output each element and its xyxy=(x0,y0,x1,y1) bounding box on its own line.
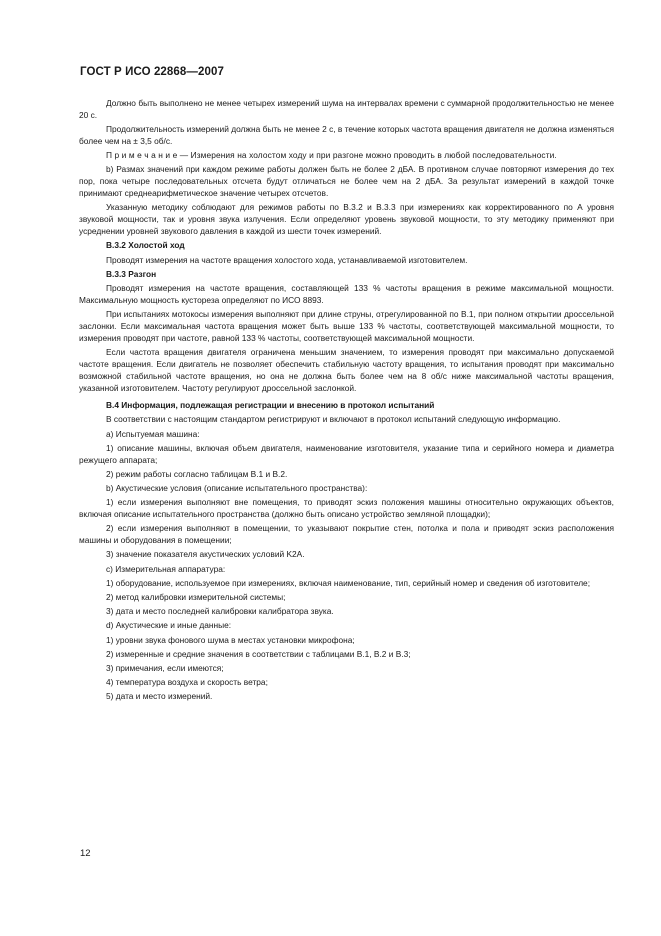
page-number: 12 xyxy=(80,848,91,859)
section-heading xyxy=(79,269,614,281)
paragraph-text: Должно быть выполнено не менее четырех измерений шума на интервалах времени с суммарной продолжительностью не менее 20 с. xyxy=(79,98,614,120)
paragraph xyxy=(79,564,614,576)
paragraph-text: В.3.3 Разгон xyxy=(106,268,157,279)
paragraph-text: d) Акустические и иные данные: xyxy=(106,620,232,631)
paragraph-text: Проводят измерения на частоте вращения, составляющей 133 % частоты вращения в режиме максимальной мощности. Максимальную мощность кустореза определяют по ИСО 8893. xyxy=(79,283,614,305)
paragraph-text: 1) описание машины, включая объем двигателя, наименование изготовителя, указание типа и серийного номера и диаметра режущего аппарата; xyxy=(79,442,614,465)
paragraph xyxy=(79,202,614,238)
paragraph-text: 2) если измерения выполняют в помещении, то указывают покрытие стен, потолка и пола и приводят эскиз расположения машины и оборудования в помещении; xyxy=(79,523,614,546)
paragraph-text: c) Измерительная аппаратура: xyxy=(106,563,226,574)
paragraph-text: Продолжительность измерений должна быть не менее 2 с, в течение которых частота вращения двигателя не должна изменяться более чем на ± 3,5 об/с. xyxy=(79,124,614,147)
paragraph xyxy=(79,691,614,703)
document-header: ГОСТ Р ИСО 22868—2007 xyxy=(80,66,225,78)
paragraph-text: При испытаниях мотокосы измерения выполняют при длине струны, отрегулированной по В.1, при полном открытии дроссельной заслонки. Если максимальная частота вращения может быть выше 133 % частоты, соответствующей максимальной мощности, то измерения проводят при частоте, равной 133 % частоты, соответствующей максимальной мощности. xyxy=(79,309,614,343)
note-paragraph xyxy=(79,150,614,162)
paragraph xyxy=(79,469,614,481)
paragraph-text: 2) измеренные и средние значения в соответствии с таблицами В.1, В.2 и В.3; xyxy=(106,648,411,659)
paragraph-text: Если частота вращения двигателя ограничена меньшим значением, то измерения проводят при максимально допускаемой частоте вращения. Если двигатель не позволяет обеспечить стабильную частоту вращения, то испытания проводят при максимально возможной стабильной частоте вращения, но она не должна быть более чем на 8 об/с ниже максимальной частоты вращения, указанной изготовителем. Частоту регулируют дроссельной заслонкой. xyxy=(79,347,614,393)
paragraph-text: 3) примечания, если имеются; xyxy=(106,663,224,674)
paragraph-text: В.3.2 Холостой ход xyxy=(106,240,185,251)
paragraph-text: b) Размах значений при каждом режиме работы должен быть не более 2 дБА. В противном случае повторяют измерения до тех пор, пока четыре последовательных отсчета будут отличаться не более чем на 2 дБА. За результат измерений в каждой точке принимают среднеарифметическое значение четырех отсчетов. xyxy=(79,164,614,199)
paragraph-text: — Измерения на холостом ходу и при разгоне можно проводить в любой последовательности. xyxy=(177,150,557,161)
note-label: П р и м е ч а н и е xyxy=(106,150,178,161)
paragraph xyxy=(79,98,614,122)
section-heading xyxy=(79,240,614,252)
paragraph xyxy=(79,283,614,307)
paragraph xyxy=(79,443,614,467)
paragraph xyxy=(79,549,614,561)
paragraph-text: 3) значение показателя акустических условий K2A. xyxy=(106,549,305,560)
paragraph-text: 2) метод калибровки измерительной системы; xyxy=(106,592,286,603)
paragraph-text: В соответствии с настоящим стандартом регистрируют и включают в протокол испытаний следующую информацию. xyxy=(106,414,561,425)
paragraph xyxy=(79,523,614,547)
paragraph-text: a) Испытуемая машина: xyxy=(106,428,200,439)
paragraph xyxy=(79,164,614,200)
paragraph xyxy=(79,347,614,395)
paragraph-text: 2) режим работы согласно таблицам В.1 и В.2. xyxy=(106,468,288,479)
paragraph xyxy=(79,497,614,521)
paragraph xyxy=(79,677,614,689)
paragraph-text: Проводят измерения на частоте вращения холостого хода, устанавливаемой изготовителем. xyxy=(106,254,468,265)
paragraph xyxy=(79,429,614,441)
paragraph-text: В.4 Информация, подлежащая регистрации и внесению в протокол испытаний xyxy=(106,400,435,411)
paragraph xyxy=(79,124,614,148)
paragraph-text: 1) уровни звука фонового шума в местах установки микрофона; xyxy=(106,634,355,645)
paragraph xyxy=(79,663,614,675)
paragraph xyxy=(79,592,614,604)
paragraph-text: 5) дата и место измерений. xyxy=(106,691,213,702)
paragraph xyxy=(79,309,614,345)
document-body xyxy=(79,98,614,706)
paragraph-text: 1) оборудование, используемое при измерениях, включая наименование, тип, серийный номер и сведения об изготовителе; xyxy=(106,577,591,588)
paragraph xyxy=(79,635,614,647)
paragraph xyxy=(79,414,614,426)
paragraph xyxy=(79,620,614,632)
paragraph xyxy=(79,255,614,267)
paragraph xyxy=(79,606,614,618)
paragraph-text: 1) если измерения выполняют вне помещения, то приводят эскиз положения машины относительно окружающих объектов, включая описание испытательного пространства (должно быть описано устройство земляной площадки); xyxy=(79,497,614,520)
section-heading xyxy=(79,400,614,412)
paragraph xyxy=(79,578,614,590)
paragraph-text: b) Акустические условия (описание испытательного пространства): xyxy=(106,483,368,494)
paragraph-text: 4) температура воздуха и скорость ветра; xyxy=(106,677,268,688)
paragraph xyxy=(79,649,614,661)
paragraph-text: Указанную методику соблюдают для режимов работы по В.3.2 и В.3.3 при измерениях как корректированного по А уровня звуковой мощности, так и уровня звука излучения. Если определяют уровень звуковой мощности, то эту методику применяют при усреднении уровней звукового давления в каждой из шести точек измерений. xyxy=(79,202,614,237)
paragraph-text: 3) дата и место последней калибровки калибратора звука. xyxy=(106,606,334,617)
paragraph xyxy=(79,483,614,495)
